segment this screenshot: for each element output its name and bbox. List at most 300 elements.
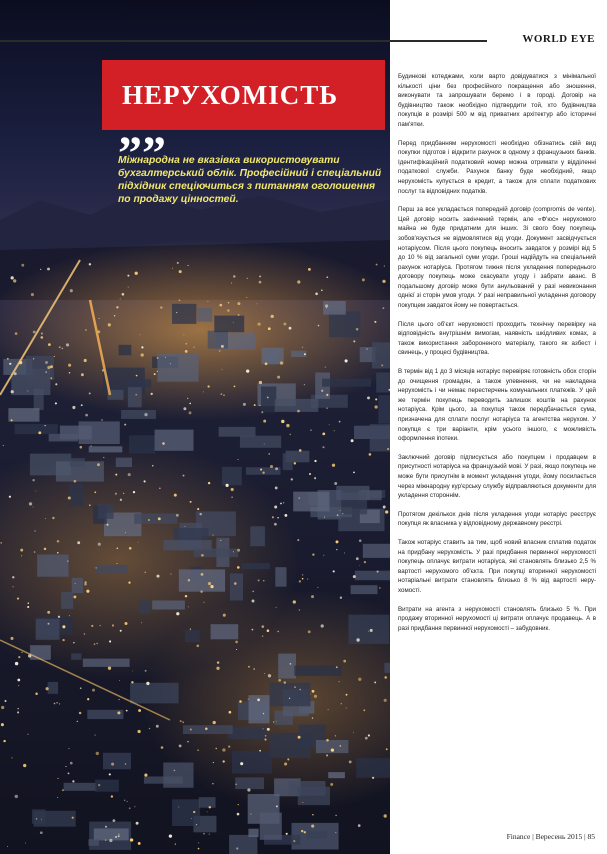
city-light (191, 818, 192, 819)
city-light (326, 408, 327, 409)
article-title: НЕРУХОМІСТЬ (122, 79, 339, 110)
city-light (44, 425, 45, 426)
city-light (243, 403, 246, 406)
city-light (197, 749, 198, 750)
city-light (342, 513, 343, 514)
city-light (363, 709, 365, 711)
city-light (174, 494, 177, 497)
city-light (55, 402, 57, 404)
city-light (374, 321, 376, 323)
city-light (109, 640, 111, 642)
building-block (232, 751, 272, 774)
city-light (92, 689, 95, 692)
city-light (7, 846, 8, 847)
city-light (151, 393, 153, 395)
city-light (119, 680, 120, 681)
city-light (267, 629, 270, 632)
building-block (71, 653, 81, 659)
city-light (144, 480, 146, 482)
building-block (270, 733, 311, 758)
city-light (312, 717, 313, 718)
city-light (190, 729, 192, 731)
building-block (95, 565, 127, 574)
city-light (237, 813, 240, 816)
building-block (157, 354, 198, 382)
city-light (120, 298, 121, 299)
city-light (329, 424, 330, 425)
building-block (103, 753, 131, 770)
city-light (265, 362, 268, 365)
city-light (77, 541, 80, 544)
city-light (140, 334, 141, 335)
city-light (291, 478, 293, 480)
city-light (256, 303, 257, 304)
city-light (91, 625, 93, 627)
city-light (263, 580, 264, 581)
building-block (356, 758, 390, 778)
building-block (194, 549, 239, 558)
header-rule (0, 40, 487, 42)
city-light (341, 703, 342, 704)
city-light (384, 699, 387, 702)
city-light (65, 766, 66, 767)
city-light (340, 597, 342, 599)
city-light (228, 302, 229, 303)
building-block (49, 434, 78, 442)
city-light (326, 276, 328, 278)
city-light (17, 679, 20, 682)
city-light (179, 744, 182, 747)
building-block (219, 427, 256, 437)
city-light (129, 547, 132, 550)
city-light (79, 712, 82, 715)
page-footer: Finance | Вересень 2015 | 85 (506, 832, 595, 841)
city-light (311, 595, 314, 598)
section-label: WORLD EYE (522, 33, 595, 45)
city-light (116, 306, 118, 308)
city-light (97, 463, 100, 466)
building-block (185, 630, 200, 642)
article-column (398, 72, 596, 642)
city-light (12, 576, 14, 578)
building-block (139, 600, 150, 614)
city-light (196, 644, 199, 647)
city-light (294, 462, 296, 464)
building-block (134, 514, 177, 524)
city-light (294, 686, 296, 688)
city-light (179, 270, 182, 273)
city-light (280, 503, 282, 505)
city-light (298, 497, 299, 498)
city-light (133, 491, 135, 493)
city-light (283, 502, 284, 503)
city-light (375, 398, 377, 400)
city-light (321, 390, 323, 392)
city-light (317, 587, 318, 588)
city-light (47, 366, 50, 369)
city-light (312, 553, 314, 555)
city-light (289, 434, 291, 436)
city-light (117, 711, 120, 714)
city-light (267, 728, 270, 731)
city-light (162, 442, 165, 445)
city-light (290, 663, 292, 665)
city-light (270, 465, 273, 468)
city-light (289, 698, 290, 699)
building-block (270, 683, 311, 707)
city-light (356, 328, 359, 331)
building-block (293, 492, 329, 512)
building-block (348, 615, 389, 644)
city-light (188, 579, 191, 582)
building-block (242, 563, 270, 569)
building-block (294, 666, 341, 676)
city-light (144, 774, 147, 777)
city-light (334, 482, 337, 485)
city-light (41, 819, 42, 820)
city-light (215, 748, 216, 749)
city-light (246, 297, 247, 298)
city-light (213, 721, 216, 724)
city-light (240, 762, 243, 765)
city-light (207, 812, 208, 813)
city-light (175, 844, 176, 845)
city-light (374, 681, 376, 683)
building-block (37, 555, 68, 577)
city-light (125, 532, 126, 533)
city-light (96, 643, 97, 644)
city-light (314, 477, 316, 479)
city-light (55, 383, 57, 385)
city-light (324, 517, 325, 518)
city-light (344, 553, 345, 554)
city-light (331, 748, 334, 751)
building-block (222, 467, 242, 486)
city-light (277, 517, 278, 518)
city-light (334, 430, 335, 431)
city-light (176, 312, 177, 313)
city-light (197, 508, 199, 510)
city-light (351, 439, 354, 442)
city-light (326, 754, 328, 756)
building-block (363, 544, 390, 558)
building-block (119, 345, 132, 356)
city-light (283, 323, 286, 326)
city-light (95, 735, 96, 736)
city-light (128, 582, 130, 584)
city-light (100, 625, 101, 626)
city-light (262, 635, 263, 636)
building-block (8, 408, 39, 422)
city-light (11, 390, 14, 393)
city-light (284, 681, 286, 683)
city-light (128, 287, 129, 288)
city-light (265, 735, 267, 737)
city-light (9, 496, 11, 498)
city-light (70, 289, 73, 292)
city-light (198, 842, 199, 843)
city-light (310, 430, 311, 431)
city-light (205, 727, 208, 730)
city-light (261, 411, 263, 413)
city-light (359, 565, 360, 566)
city-light (11, 757, 12, 758)
city-light (318, 325, 320, 327)
city-light (47, 268, 50, 271)
city-light (118, 834, 119, 835)
city-light (185, 595, 187, 597)
city-light (144, 572, 146, 574)
city-light (132, 670, 133, 671)
city-light (277, 376, 280, 379)
city-light (72, 817, 74, 819)
city-light (136, 375, 138, 377)
building-block (261, 387, 276, 413)
city-light (264, 673, 265, 674)
city-light (124, 800, 125, 801)
city-light (45, 371, 47, 373)
city-light (11, 276, 14, 279)
city-light (106, 524, 108, 526)
building-block (64, 783, 97, 791)
building-block (197, 308, 212, 322)
building-block (179, 569, 225, 591)
city-light (284, 762, 287, 765)
city-light (200, 590, 203, 593)
city-light (44, 548, 47, 551)
city-light (198, 848, 200, 850)
city-light (125, 763, 126, 764)
city-light (207, 385, 209, 387)
city-light (178, 807, 179, 808)
city-light (233, 322, 234, 323)
city-light (353, 575, 356, 578)
city-light (98, 543, 101, 546)
city-light (274, 506, 277, 509)
building-block (214, 316, 244, 333)
city-light (314, 695, 317, 698)
city-light (259, 281, 262, 284)
city-light (68, 773, 70, 775)
city-light (235, 784, 236, 785)
building-block (199, 797, 216, 808)
city-light (187, 265, 188, 266)
building-block (88, 839, 99, 846)
city-light (68, 364, 71, 367)
city-light (277, 631, 278, 632)
building-block (283, 453, 293, 470)
city-light (384, 814, 387, 817)
city-light (233, 551, 234, 552)
city-light (135, 272, 138, 275)
city-light (179, 299, 181, 301)
city-light (336, 549, 337, 550)
city-light (268, 674, 271, 677)
building-block (351, 585, 378, 594)
city-light (310, 694, 311, 695)
city-light (34, 530, 35, 531)
city-light (278, 679, 281, 682)
building-block (329, 311, 361, 337)
city-light (216, 667, 219, 670)
building-block (61, 592, 73, 609)
city-light (384, 676, 387, 679)
city-light (259, 381, 262, 384)
city-light (297, 410, 300, 413)
building-block (174, 528, 209, 540)
city-light (353, 340, 355, 342)
city-light (86, 590, 89, 593)
city-light (57, 797, 58, 798)
city-light (17, 598, 19, 600)
city-light (299, 449, 302, 452)
body-paragraph: Після цього об'єкт нерухомості проходить технічну перевірку на відповідність внутрішнім вимогам, наявність шкідливих комах, а також використання забороненого матеріалу, такого як азбест і свинець, у процесі будівництва. (398, 320, 596, 357)
city-light (21, 264, 24, 267)
city-light (27, 606, 29, 608)
city-light (126, 710, 128, 712)
city-light (219, 304, 222, 307)
city-light (109, 773, 111, 775)
city-light (40, 831, 43, 834)
city-light (85, 414, 88, 417)
city-light (158, 517, 161, 520)
city-light (356, 557, 359, 560)
city-light (219, 350, 220, 351)
city-light (236, 649, 237, 650)
city-light (112, 624, 114, 626)
city-light (111, 795, 113, 797)
city-light (59, 703, 60, 704)
city-light (34, 551, 36, 553)
city-light (45, 518, 46, 519)
city-light (237, 302, 240, 305)
city-light (109, 839, 112, 842)
city-light (203, 391, 204, 392)
city-light (33, 506, 34, 507)
city-light (293, 600, 296, 603)
city-light (201, 573, 204, 576)
city-light (274, 523, 277, 526)
city-light (138, 709, 141, 712)
building-block (128, 387, 142, 407)
city-light (246, 369, 249, 372)
body-paragraph: Протягом декількох днів після укладення угоди нотаріус реєструє покупця як власника у відповідному державному реєстрі. (398, 510, 596, 528)
city-light (23, 764, 26, 767)
city-light (45, 361, 48, 364)
building-block (372, 342, 390, 368)
city-light (231, 496, 233, 498)
city-light (252, 591, 254, 593)
city-light (73, 595, 76, 598)
city-light (27, 390, 28, 391)
city-light (114, 315, 115, 316)
city-light (89, 263, 91, 265)
city-light (302, 574, 303, 575)
city-light (346, 707, 347, 708)
city-light (13, 279, 16, 282)
city-light (120, 630, 122, 632)
building-block (87, 710, 123, 719)
city-light (127, 275, 129, 277)
city-light (122, 293, 125, 296)
city-light (131, 681, 133, 683)
city-light (172, 268, 173, 269)
building-block (378, 395, 390, 424)
city-light (129, 807, 131, 809)
building-block (278, 654, 296, 679)
city-light (384, 266, 385, 267)
city-light (28, 602, 30, 604)
city-light (343, 660, 346, 663)
city-light (203, 602, 204, 603)
city-light (115, 474, 117, 476)
building-block (211, 624, 239, 639)
body-paragraph: Перед придбанням нерухомості необхідно обізнатись свій вид покупки підготов і відкрити рахунок в одному з французьких банків. Ідентифікаційний податковий номер можна отримати у відділенні податкової служби. Рахунок банку буде необхідний, якщо нерухомість купується в кредит, а також для сплати податкових послуг та відповідних податків. (398, 139, 596, 195)
building-block (376, 372, 390, 392)
city-light (289, 327, 292, 330)
title-box (102, 60, 385, 130)
city-light (85, 329, 87, 331)
city-light (47, 611, 50, 614)
city-light (226, 484, 229, 487)
city-light (299, 609, 300, 610)
city-light (176, 612, 179, 615)
building-block (240, 436, 281, 448)
city-light (48, 623, 50, 625)
city-light (188, 606, 189, 607)
building-block (152, 601, 185, 610)
city-light (69, 748, 70, 749)
city-light (253, 668, 255, 670)
building-block (248, 829, 258, 837)
city-light (183, 407, 186, 410)
city-light (130, 838, 133, 841)
city-light (229, 711, 232, 714)
city-light (4, 700, 6, 702)
city-light (177, 262, 179, 264)
city-light (54, 356, 55, 357)
city-light (346, 694, 348, 696)
city-light (221, 345, 224, 348)
city-light (259, 750, 261, 752)
city-light (359, 539, 362, 542)
building-block (260, 813, 282, 840)
city-light (108, 323, 111, 326)
city-light (189, 411, 192, 414)
city-light (248, 666, 250, 668)
building-block (130, 683, 179, 704)
city-light (301, 830, 303, 832)
city-light (366, 348, 368, 350)
city-light (145, 670, 147, 672)
city-light (217, 661, 219, 663)
city-light (368, 631, 369, 632)
city-light (275, 486, 278, 489)
city-light (221, 393, 223, 395)
building-block (155, 430, 194, 451)
city-light (10, 637, 13, 640)
city-light (284, 514, 287, 517)
city-light (336, 540, 339, 543)
city-light (108, 667, 111, 670)
city-light (275, 467, 278, 470)
city-light (276, 805, 278, 807)
city-light (176, 514, 179, 517)
city-light (40, 269, 41, 270)
city-light (203, 833, 205, 835)
city-light (208, 482, 210, 484)
city-light (273, 721, 274, 722)
